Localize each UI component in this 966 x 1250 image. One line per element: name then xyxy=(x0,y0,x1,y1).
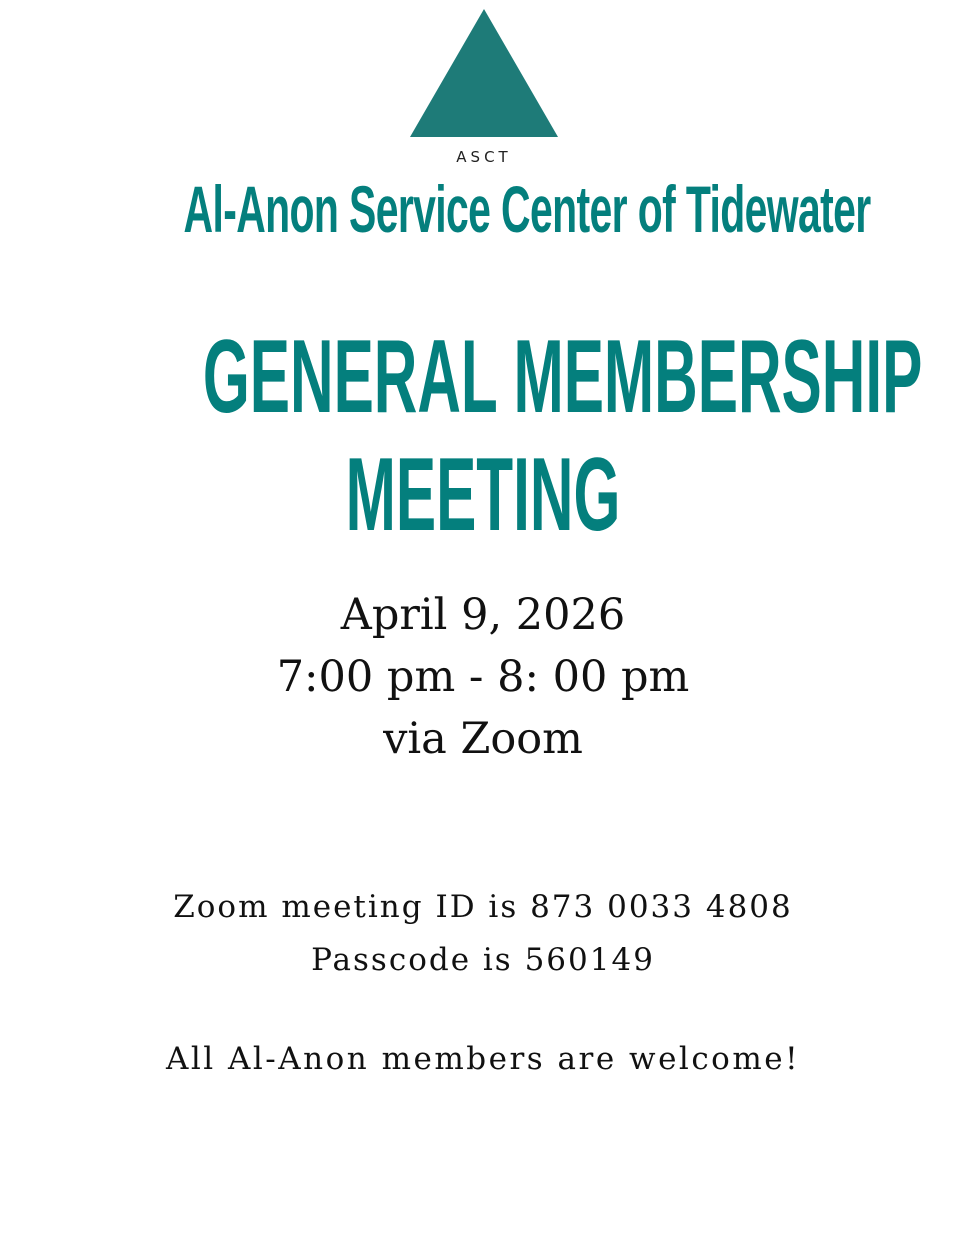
event-time: 7:00 pm - 8: 00 pm xyxy=(276,652,690,702)
asct-logo xyxy=(410,9,558,166)
event-date: April 9, 2026 xyxy=(340,590,626,640)
headline-line-1: GENERAL MEMBERSHIP xyxy=(202,319,923,435)
logo-text: ASCT xyxy=(456,148,512,166)
event-location: via Zoom xyxy=(383,714,583,764)
organization-title: Al-Anon Service Center of Tidewater xyxy=(183,172,871,246)
zoom-meeting-id: Zoom meeting ID is 873 0033 4808 xyxy=(173,889,793,925)
triangle-icon xyxy=(410,9,558,139)
headline-line-2: MEETING xyxy=(345,437,621,553)
zoom-passcode: Passcode is 560149 xyxy=(311,942,655,978)
welcome-message: All Al-Anon members are welcome! xyxy=(165,1041,801,1077)
